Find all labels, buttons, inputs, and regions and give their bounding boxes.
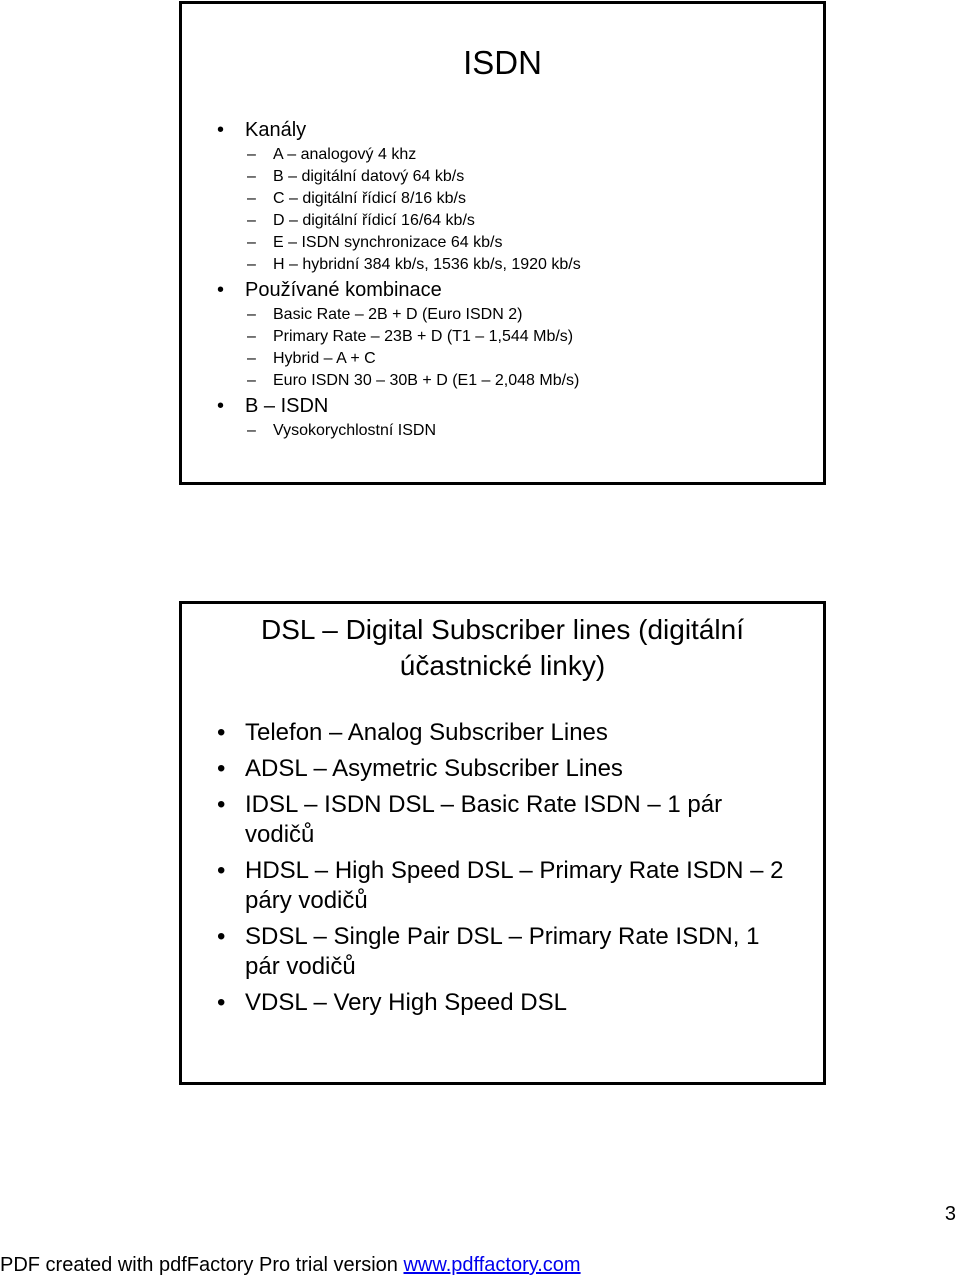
slide-isdn: [179, 1, 826, 485]
bullet-icon: •: [217, 923, 226, 950]
bullet-icon: •: [217, 719, 226, 746]
pdf-footer: [0, 1254, 581, 1277]
bullet-item: • SDSL – Single Pair DSL – Primary Rate ISDN, 1 pár vodičů: [217, 923, 760, 980]
bullet-icon: •: [217, 755, 226, 782]
sub-item: – B – digitální datový 64 kb/s: [217, 166, 581, 188]
dash-icon: –: [247, 328, 256, 345]
dash-icon: –: [247, 168, 256, 185]
bullet-icon: •: [217, 857, 226, 884]
slide-title: DSL – Digital Subscriber lines (digitální účastnické linky): [261, 614, 744, 681]
bullet-icon: •: [217, 791, 226, 818]
bullet-icon: •: [217, 395, 225, 417]
dash-icon: –: [247, 306, 256, 323]
dash-icon: –: [247, 146, 256, 163]
sub-item: – E – ISDN synchronizace 64 kb/s: [217, 232, 581, 254]
bullet-item: • ADSL – Asymetric Subscriber Lines: [217, 755, 623, 782]
bullet-list: [217, 116, 581, 442]
dash-icon: –: [247, 422, 256, 439]
dash-icon: –: [247, 256, 256, 273]
sub-item: – Euro ISDN 30 – 30B + D (E1 – 2,048 Mb/s): [217, 370, 581, 392]
bullet-icon: •: [217, 989, 226, 1016]
dash-icon: –: [247, 372, 256, 389]
sub-item: – C – digitální řídicí 8/16 kb/s: [217, 188, 581, 210]
page-number: 3: [944, 1203, 956, 1225]
sub-item: – Vysokorychlostní ISDN: [217, 420, 581, 442]
bullet-item: • VDSL – Very High Speed DSL: [217, 989, 567, 1016]
sub-item: – H – hybridní 384 kb/s, 1536 kb/s, 1920 kb/s: [217, 254, 581, 276]
bullet-item: • Telefon – Analog Subscriber Lines: [217, 719, 608, 746]
slide-title: ISDN: [463, 44, 542, 81]
sub-item: – Hybrid – A + C: [217, 348, 581, 370]
dash-icon: –: [247, 350, 256, 367]
bullet-item: • HDSL – High Speed DSL – Primary Rate ISDN – 2 páry vodičů: [217, 857, 784, 914]
sub-item: – D – digitální řídicí 16/64 kb/s: [217, 210, 581, 232]
bullet-item: • IDSL – ISDN DSL – Basic Rate ISDN – 1 pár vodičů: [217, 791, 723, 848]
bullet-list: [217, 718, 793, 1024]
bullet-icon: •: [217, 279, 225, 301]
footer-link[interactable]: www.pdffactory.com: [403, 1254, 581, 1276]
dash-icon: –: [247, 190, 256, 207]
slide-dsl: [179, 601, 826, 1085]
bullet-item-kombinace: • Používané kombinace: [217, 276, 581, 304]
bullet-item-b-isdn: • B – ISDN: [217, 392, 581, 420]
bullet-item-kanaly: • Kanály: [217, 116, 581, 144]
sub-item: – A – analogový 4 khz: [217, 144, 581, 166]
sub-item: – Basic Rate – 2B + D (Euro ISDN 2): [217, 304, 581, 326]
dash-icon: –: [247, 212, 256, 229]
footer-text: PDF created with pdfFactory Pro trial version: [0, 1254, 404, 1276]
sub-item: – Primary Rate – 23B + D (T1 – 1,544 Mb/s): [217, 326, 581, 348]
bullet-icon: •: [217, 119, 225, 141]
dash-icon: –: [247, 234, 256, 251]
